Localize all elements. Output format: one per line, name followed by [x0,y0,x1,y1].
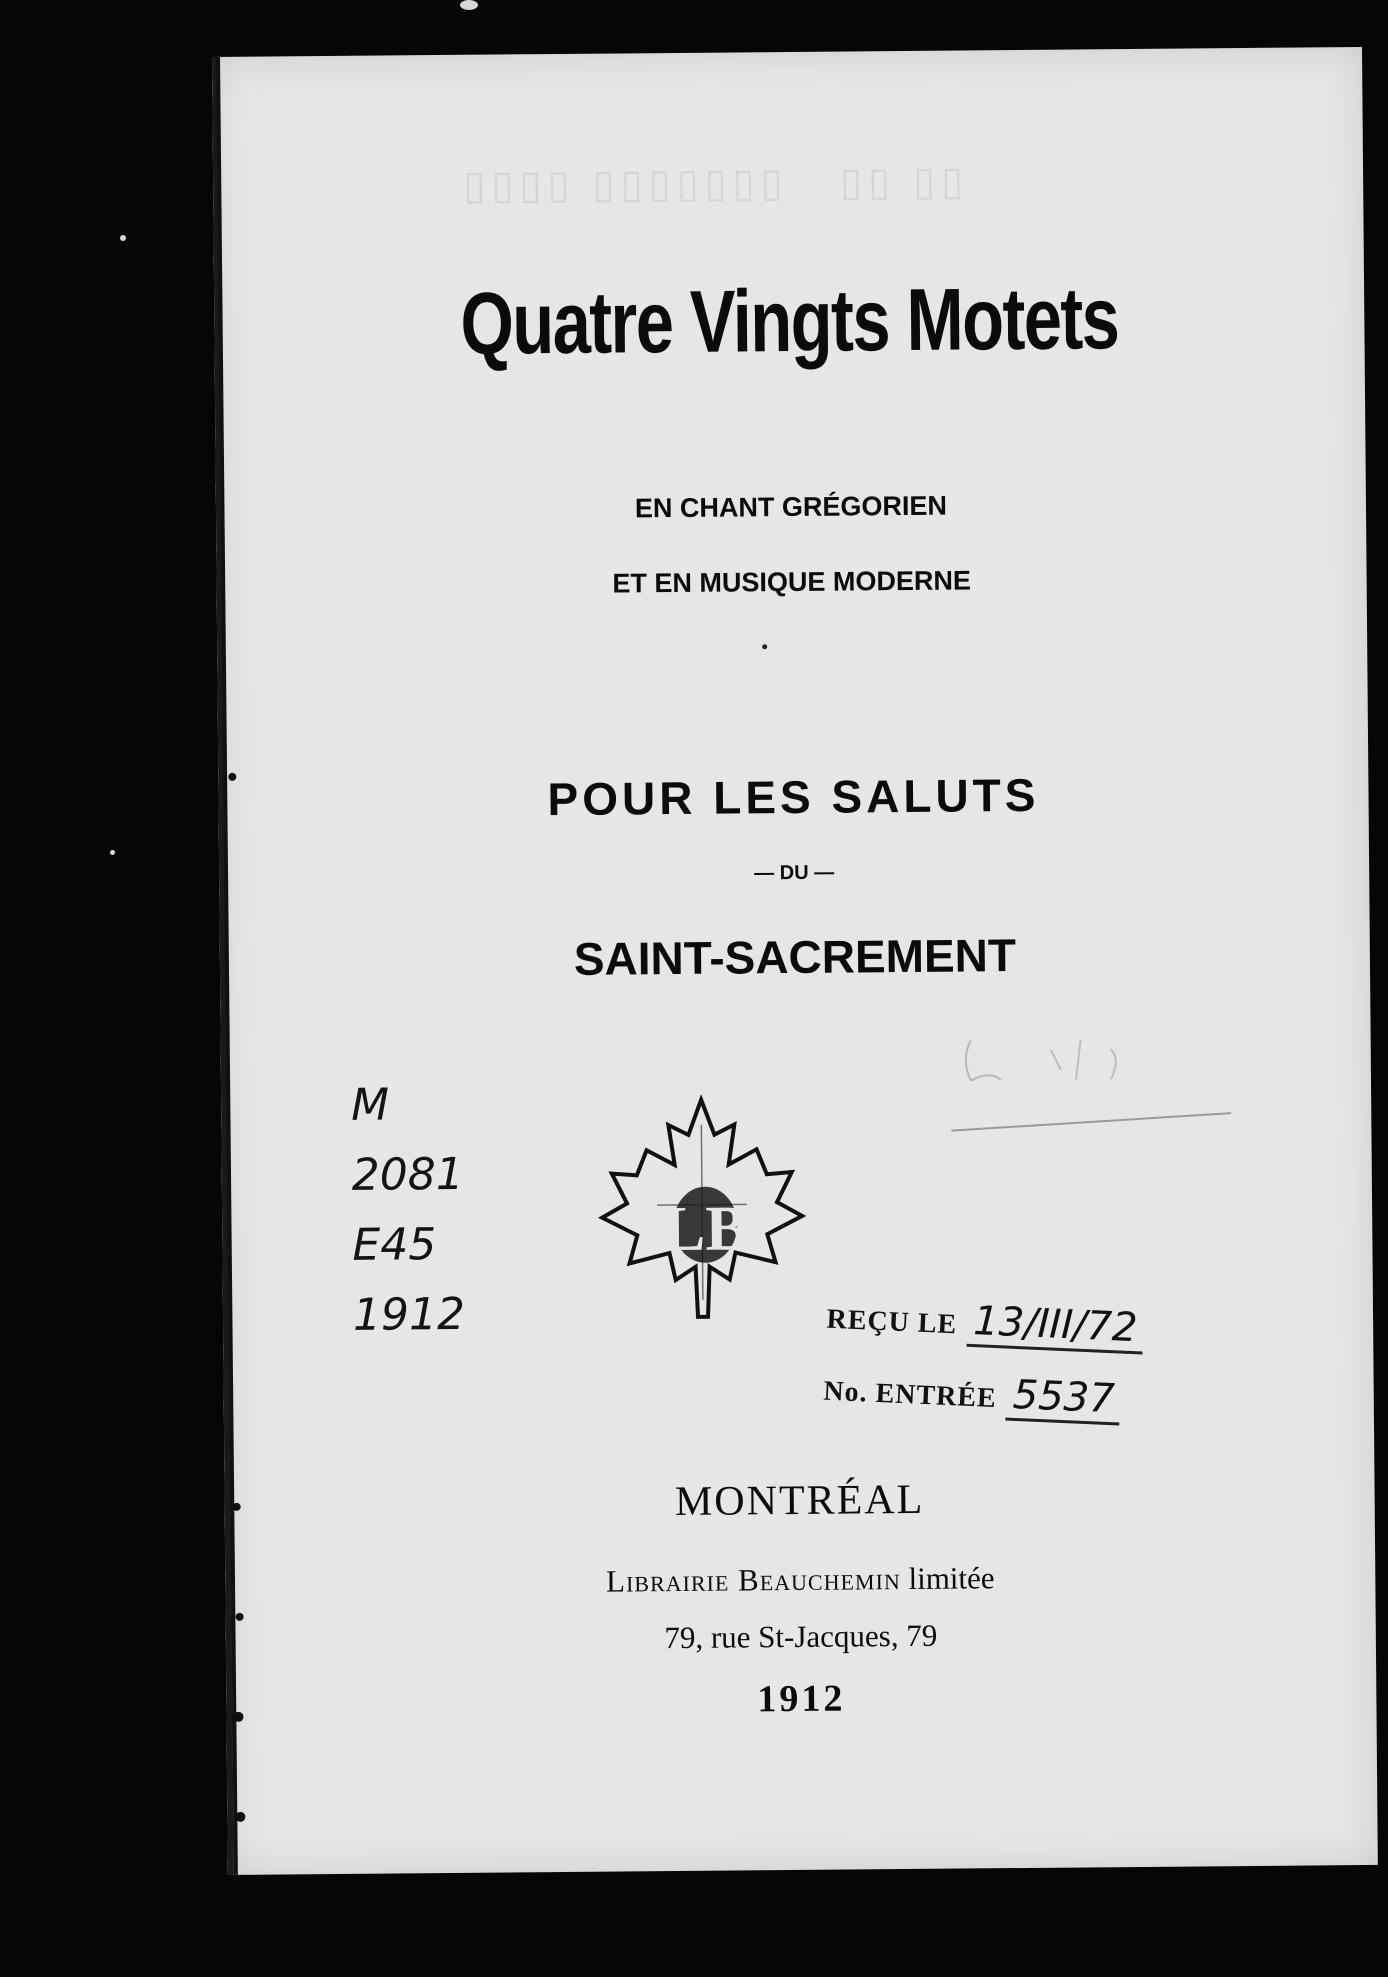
bleed-through-text: ▯▯ ▯▯ ▯▯▯▯▯▯▯ ▯▯▯▯ [457,159,964,208]
faint-pencil-marks [930,1008,1251,1151]
publisher-name: Librairie Beauchemin [605,1561,901,1599]
scan-speck [120,235,126,241]
call-number-line: M [350,1079,390,1131]
call-number-line: 2081 [351,1148,464,1201]
book-title-page [212,47,1378,1875]
imprint-city: MONTRÉAL [674,1476,925,1526]
ornament-dot [762,644,767,649]
logo-monogram: LB [662,1192,749,1265]
imprint-year: 1912 [757,1677,846,1721]
book-title: Quatre Vingts Motets [459,268,1119,373]
entry-label: No. ENTRÉE [822,1375,998,1415]
received-row [826,1292,1145,1352]
received-label: REÇU LE [825,1303,958,1341]
call-number-line: 1912 [352,1288,466,1341]
receipt-stamp [821,1292,1248,1470]
imprint-publisher [225,1557,1375,1603]
occasion-heading: SAINT-SACREMENT [573,929,1017,985]
purpose-heading: POUR LES SALUTS [547,768,1040,826]
call-number-line: E45 [352,1219,437,1271]
subtitle-line-1: EN CHANT GRÉGORIEN [634,490,948,524]
connector-text: — DU — [754,861,835,885]
entry-row [823,1364,1122,1423]
entry-number: 5537 [1006,1372,1122,1426]
publisher-suffix: limitée [908,1560,995,1596]
subtitle-line-2: ET EN MUSIQUE MODERNE [612,565,972,599]
scan-speck [460,0,478,10]
scan-speck [110,850,115,855]
received-date: 13/III/72 [966,1298,1144,1355]
maple-leaf-monogram-icon [596,1094,808,1336]
imprint-address: 79, rue St-Jacques, 79 [664,1617,938,1656]
handwritten-call-number [351,1070,493,1351]
